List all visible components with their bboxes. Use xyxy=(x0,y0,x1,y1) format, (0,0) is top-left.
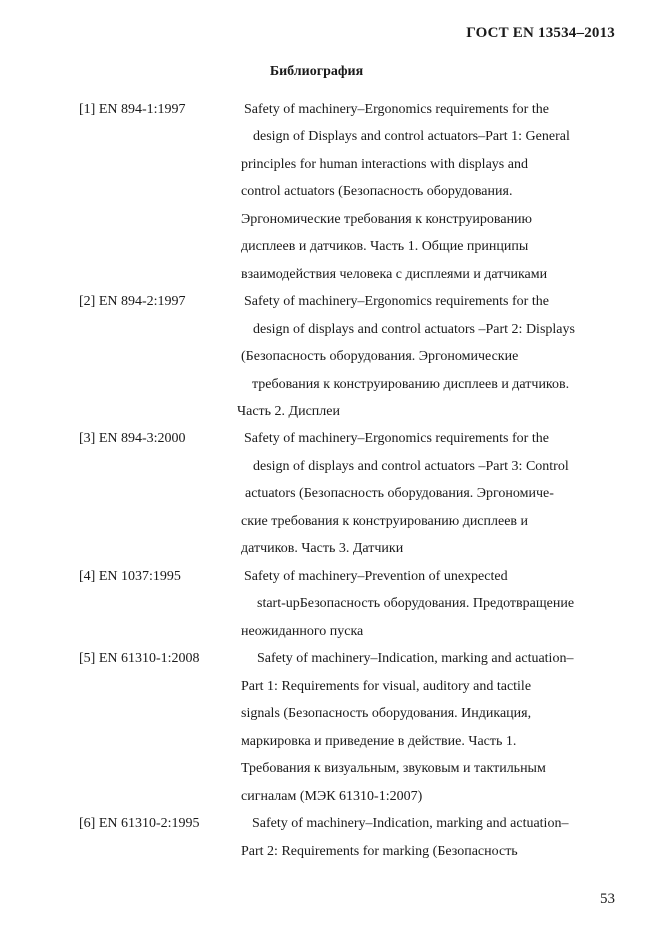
entry-text-line: design of displays and control actuators –Part 2: Displays xyxy=(253,322,575,337)
entry-text-line: датчиков. Часть 3. Датчики xyxy=(241,541,404,556)
entry-text-line: Safety of machinery–Prevention of unexpected xyxy=(244,569,508,584)
entry-text-line: Part 1: Requirements for visual, auditory and tactile xyxy=(241,679,532,694)
entry-text-line: дисплеев и датчиков. Часть 1. Общие принципы xyxy=(241,239,529,254)
entry-text-line: Safety of machinery–Indication, marking and actuation– xyxy=(257,651,574,666)
entry-text-line: principles for human interactions with displays and xyxy=(241,157,528,172)
entry-text-line: Эргономические требования к конструированию xyxy=(241,212,533,227)
entry-text-line: сигналам (МЭК 61310-1:2007) xyxy=(241,789,423,804)
entry-code: [5] EN 61310-1:2008 xyxy=(79,651,200,666)
entry-text-line: маркировка и приведение в действие. Часть 1. xyxy=(241,734,517,749)
entry-text-line: требования к конструированию дисплеев и датчиков. xyxy=(252,377,570,392)
entry-text-line: Safety of machinery–Indication, marking and actuation– xyxy=(252,816,569,831)
entry-text-line: signals (Безопасность оборудования. Индикация, xyxy=(241,706,532,721)
bibliography-title: Библиография xyxy=(269,64,364,79)
entry-code: [2] EN 894-2:1997 xyxy=(79,294,186,309)
entry-text-line: Часть 2. Дисплеи xyxy=(237,404,340,419)
entry-text-line: взаимодействия человека с дисплеями и датчиками xyxy=(241,267,548,282)
entry-text-line: Part 2: Requirements for marking (Безопасность xyxy=(241,844,518,859)
entry-text-line: ские требования к конструированию дисплеев и xyxy=(241,514,529,529)
entry-text-line: Safety of machinery–Ergonomics requirements for the xyxy=(244,102,549,117)
entry-text-line: design of Displays and control actuators–Part 1: General xyxy=(253,129,570,144)
entry-code: [3] EN 894-3:2000 xyxy=(79,431,186,446)
entry-text-line: actuators (Безопасность оборудования. Эргономиче- xyxy=(245,486,554,501)
entry-text-line: Safety of machinery–Ergonomics requirements for the xyxy=(244,431,549,446)
entry-text-line: control actuators (Безопасность оборудования. xyxy=(241,184,513,199)
entry-code: [1] EN 894-1:1997 xyxy=(79,102,186,117)
entry-code: [6] EN 61310-2:1995 xyxy=(79,816,200,831)
entry-text-line: неожиданного пуска xyxy=(241,624,364,639)
entry-code: [4] EN 1037:1995 xyxy=(79,569,181,584)
entry-text-line: design of displays and control actuators –Part 3: Control xyxy=(253,459,569,474)
entry-text-line: Safety of machinery–Ergonomics requirements for the xyxy=(244,294,549,309)
standard-header: ГОСТ EN 13534–2013 xyxy=(466,25,615,41)
page-number: 53 xyxy=(600,891,615,907)
entry-text-line: (Безопасность оборудования. Эргономические xyxy=(241,349,519,364)
entry-text-line: start-upБезопасность оборудования. Предотвращение xyxy=(257,596,575,611)
entry-text-line: Требования к визуальным, звуковым и тактильным xyxy=(241,761,546,776)
